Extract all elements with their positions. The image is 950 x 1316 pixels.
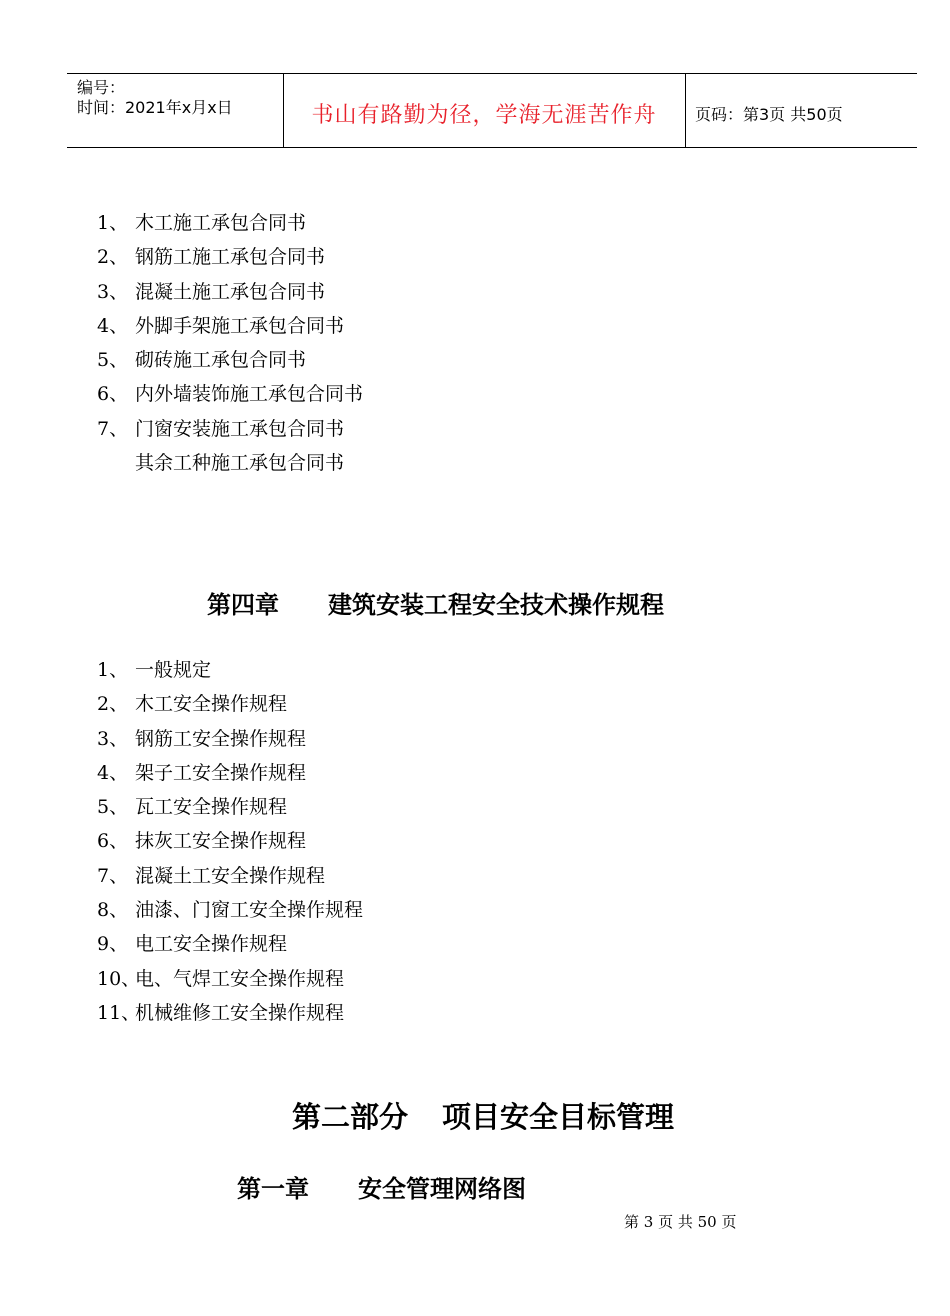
list-item — [97, 383, 363, 417]
page-header — [67, 73, 917, 148]
list-item-text: 其余工种施工承包合同书 — [135, 452, 345, 475]
list-item — [97, 349, 363, 383]
list-item — [97, 933, 363, 967]
list-item-text: 电、气焊工安全操作规程 — [135, 967, 345, 990]
list-item — [97, 899, 363, 933]
list-item — [97, 796, 363, 830]
list-item-text: 油漆、门窗工安全操作规程 — [135, 899, 364, 922]
list-item-number: 5、 — [97, 796, 129, 819]
list-item-number: 3、 — [97, 727, 129, 750]
list-item-text: 门窗安装施工承包合同书 — [135, 417, 345, 440]
list-item-text: 木工施工承包合同书 — [135, 212, 307, 234]
header-meta — [77, 78, 233, 118]
list-item-text: 混凝土施工承包合同书 — [135, 280, 326, 303]
list-item-text: 瓦工安全操作规程 — [135, 796, 288, 819]
list-item-text: 钢筋工施工承包合同书 — [135, 246, 326, 269]
list-item-number: 4、 — [97, 761, 129, 784]
contract-list — [97, 212, 363, 486]
list-item — [97, 315, 363, 349]
header-motto: 书山有路勤为径，学海无涯苦作舟 — [311, 103, 657, 128]
list-item-text: 机械维修工安全操作规程 — [135, 1001, 345, 1024]
list-item — [97, 762, 363, 796]
list-item-number: 11、 — [97, 1001, 141, 1024]
list-item-number: 9、 — [97, 933, 129, 956]
list-item-text: 混凝土工安全操作规程 — [135, 864, 326, 887]
list-item-number: 2、 — [97, 246, 129, 269]
header-page-number: 页码：第3页 共50页 — [695, 105, 843, 124]
list-item-number: 1、 — [97, 659, 129, 681]
list-item-number: 1、 — [97, 212, 129, 234]
list-item-number: 7、 — [97, 864, 129, 887]
list-item — [97, 452, 363, 486]
part2-title: 项目安全目标管理 — [442, 1100, 675, 1134]
list-item — [97, 830, 363, 864]
list-item — [97, 246, 363, 280]
list-item-number: 2、 — [97, 693, 129, 716]
list-item — [97, 281, 363, 315]
list-item-text: 内外墙装饰施工承包合同书 — [135, 383, 364, 406]
chapter4-heading — [207, 585, 664, 620]
list-item — [97, 1002, 363, 1036]
list-item-number: 4、 — [97, 314, 129, 337]
list-item-text: 外脚手架施工承包合同书 — [135, 314, 345, 337]
list-item-number: 5、 — [97, 349, 129, 372]
document-time-label: 时间：2021年x月x日 — [77, 98, 233, 117]
list-item-text: 砌砖施工承包合同书 — [135, 349, 307, 372]
list-item-number: 10、 — [97, 967, 141, 990]
list-item-text: 抹灰工安全操作规程 — [135, 830, 307, 853]
chapter4-title: 建筑安装工程安全技术操作规程 — [328, 591, 664, 619]
list-item-text: 电工安全操作规程 — [135, 933, 288, 956]
list-item-number: 7、 — [97, 417, 129, 440]
list-item-text: 架子工安全操作规程 — [135, 761, 307, 784]
part2-heading — [292, 1095, 674, 1136]
chapter1-heading — [237, 1169, 526, 1204]
part2-label: 第二部分 — [292, 1100, 409, 1134]
list-item — [97, 659, 363, 693]
list-item — [97, 728, 363, 762]
list-item-number — [97, 452, 135, 486]
document-number-label: 编号： — [77, 78, 126, 97]
procedure-list — [97, 659, 363, 1036]
chapter1-label: 第一章 — [237, 1175, 309, 1203]
list-item-number: 6、 — [97, 383, 129, 406]
chapter4-label: 第四章 — [207, 591, 279, 619]
list-item — [97, 865, 363, 899]
list-item — [97, 418, 363, 452]
list-item-text: 一般规定 — [135, 659, 212, 681]
list-item — [97, 968, 363, 1002]
header-divider — [685, 74, 686, 147]
page-footer: 第 3 页 共 50 页 — [624, 1213, 737, 1231]
list-item-text: 木工安全操作规程 — [135, 693, 288, 716]
list-item-number: 6、 — [97, 830, 129, 853]
list-item-number: 3、 — [97, 280, 129, 303]
chapter1-title: 安全管理网络图 — [358, 1175, 526, 1203]
list-item — [97, 212, 363, 246]
list-item-number: 8、 — [97, 899, 129, 922]
list-item-text: 钢筋工安全操作规程 — [135, 727, 307, 750]
list-item — [97, 693, 363, 727]
